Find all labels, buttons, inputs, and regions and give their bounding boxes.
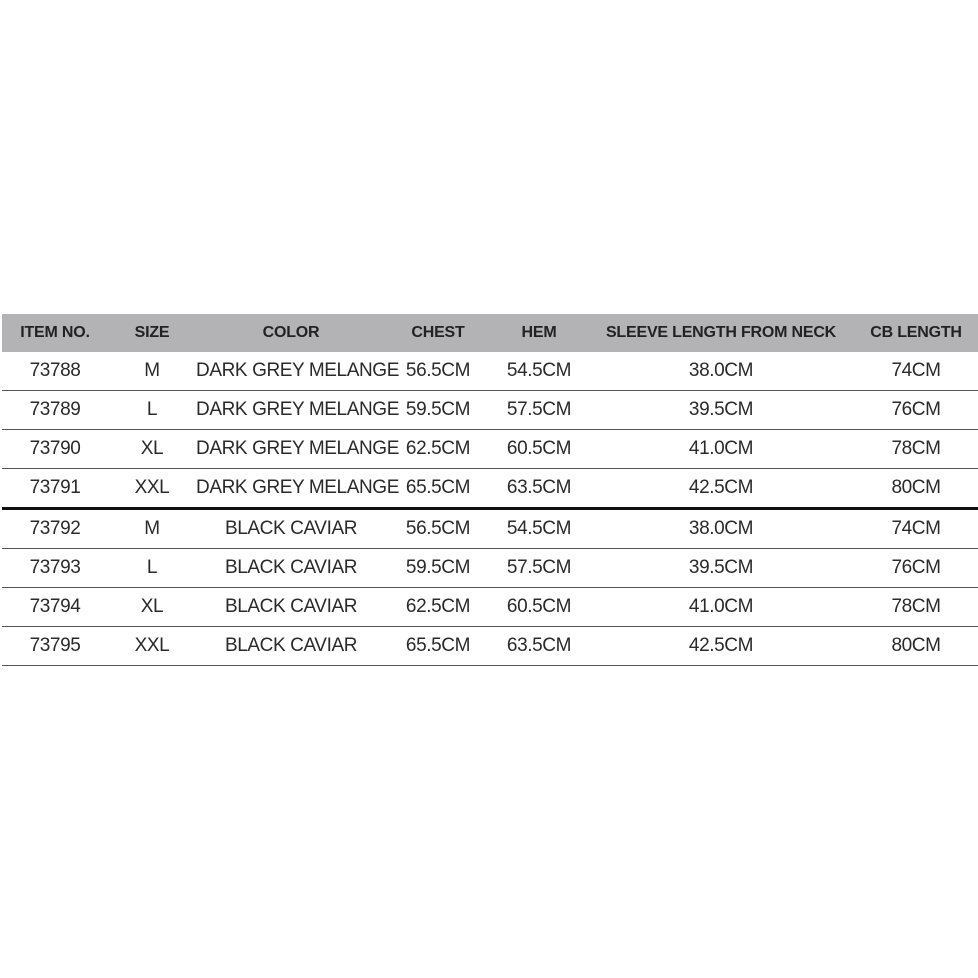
cell-hem: 60.5CM bbox=[490, 588, 588, 627]
cell-color: DARK GREY MELANGE bbox=[196, 469, 386, 509]
cell-sleeve-length: 39.5CM bbox=[588, 391, 854, 430]
cell-item-no: 73790 bbox=[2, 430, 108, 469]
size-chart-table bbox=[2, 314, 978, 666]
cell-color: BLACK CAVIAR bbox=[196, 549, 386, 588]
cell-size: XL bbox=[108, 588, 196, 627]
cell-cb-length: 78CM bbox=[854, 430, 978, 469]
cell-cb-length: 80CM bbox=[854, 469, 978, 509]
cell-size: XXL bbox=[108, 627, 196, 666]
cell-item-no: 73793 bbox=[2, 549, 108, 588]
cell-item-no: 73795 bbox=[2, 627, 108, 666]
cell-color: BLACK CAVIAR bbox=[196, 588, 386, 627]
cell-sleeve-length: 38.0CM bbox=[588, 509, 854, 549]
header-item-no: ITEM NO. bbox=[20, 324, 90, 341]
cell-color: BLACK CAVIAR bbox=[196, 509, 386, 549]
cell-chest: 59.5CM bbox=[386, 549, 490, 588]
cell-color: DARK GREY MELANGE bbox=[196, 391, 386, 430]
cell-hem: 57.5CM bbox=[490, 391, 588, 430]
cell-size: M bbox=[108, 509, 196, 549]
table-header-row bbox=[2, 314, 978, 352]
cell-size: M bbox=[108, 352, 196, 391]
cell-sleeve-length: 42.5CM bbox=[588, 627, 854, 666]
table-row bbox=[2, 588, 978, 627]
header-cb-length: CB LENGTH bbox=[870, 324, 962, 341]
cell-item-no: 73788 bbox=[2, 352, 108, 391]
cell-color: DARK GREY MELANGE bbox=[196, 430, 386, 469]
cell-hem: 63.5CM bbox=[490, 469, 588, 509]
cell-chest: 56.5CM bbox=[386, 509, 490, 549]
header-hem: HEM bbox=[521, 324, 557, 341]
cell-item-no: 73789 bbox=[2, 391, 108, 430]
cell-cb-length: 74CM bbox=[854, 509, 978, 549]
cell-sleeve-length: 38.0CM bbox=[588, 352, 854, 391]
table-row bbox=[2, 469, 978, 509]
cell-chest: 65.5CM bbox=[386, 627, 490, 666]
cell-hem: 54.5CM bbox=[490, 352, 588, 391]
cell-cb-length: 76CM bbox=[854, 549, 978, 588]
cell-hem: 60.5CM bbox=[490, 430, 588, 469]
cell-chest: 59.5CM bbox=[386, 391, 490, 430]
cell-item-no: 73794 bbox=[2, 588, 108, 627]
cell-chest: 62.5CM bbox=[386, 430, 490, 469]
cell-color: DARK GREY MELANGE bbox=[196, 352, 386, 391]
header-sleeve-length: SLEEVE LENGTH FROM NECK bbox=[605, 324, 837, 341]
cell-hem: 63.5CM bbox=[490, 627, 588, 666]
cell-size: L bbox=[108, 549, 196, 588]
table-row bbox=[2, 549, 978, 588]
cell-sleeve-length: 41.0CM bbox=[588, 430, 854, 469]
cell-hem: 57.5CM bbox=[490, 549, 588, 588]
table-row bbox=[2, 509, 978, 549]
header-color: COLOR bbox=[262, 324, 320, 341]
cell-cb-length: 74CM bbox=[854, 352, 978, 391]
table-row bbox=[2, 391, 978, 430]
header-chest: CHEST bbox=[411, 324, 465, 341]
cell-item-no: 73792 bbox=[2, 509, 108, 549]
cell-cb-length: 76CM bbox=[854, 391, 978, 430]
cell-hem: 54.5CM bbox=[490, 509, 588, 549]
cell-chest: 56.5CM bbox=[386, 352, 490, 391]
cell-item-no: 73791 bbox=[2, 469, 108, 509]
cell-sleeve-length: 42.5CM bbox=[588, 469, 854, 509]
cell-chest: 62.5CM bbox=[386, 588, 490, 627]
cell-sleeve-length: 39.5CM bbox=[588, 549, 854, 588]
cell-chest: 65.5CM bbox=[386, 469, 490, 509]
cell-sleeve-length: 41.0CM bbox=[588, 588, 854, 627]
header-size: SIZE bbox=[134, 324, 170, 341]
cell-cb-length: 80CM bbox=[854, 627, 978, 666]
table-row bbox=[2, 627, 978, 666]
cell-color: BLACK CAVIAR bbox=[196, 627, 386, 666]
cell-size: XL bbox=[108, 430, 196, 469]
table-row bbox=[2, 352, 978, 391]
cell-cb-length: 78CM bbox=[854, 588, 978, 627]
cell-size: L bbox=[108, 391, 196, 430]
table-row bbox=[2, 430, 978, 469]
cell-size: XXL bbox=[108, 469, 196, 509]
